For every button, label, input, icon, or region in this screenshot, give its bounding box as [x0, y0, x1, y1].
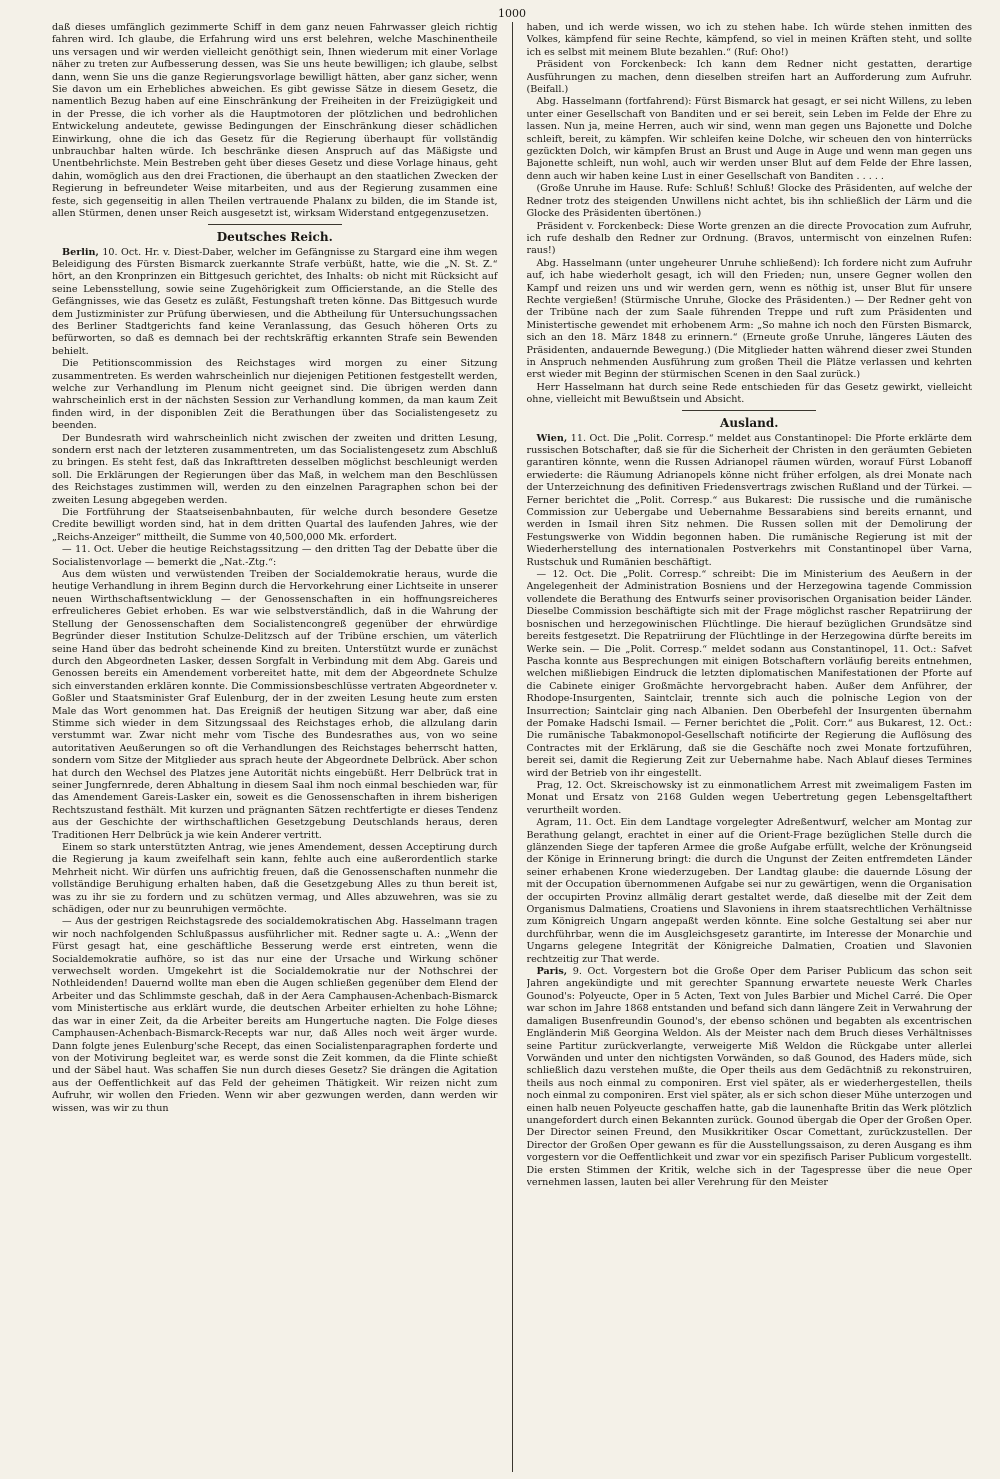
column-rule — [512, 22, 513, 1472]
article-berlin — [52, 247, 498, 359]
article-prag: Prag, 12. Oct. Skreischowsky ist zu einmonatlichem Arrest mit zweimaligem Fasten im Monat und Ersatz von 2168 Gulden wegen Uebertretung gegen Lebensgeltafthert verurtheilt worden. — [526, 779, 972, 816]
dateline-berlin: Berlin, — [62, 246, 99, 258]
paragraph: Die Fortführung der Staatseisenbahnbauten, für welche durch besondere Gesetze Credite bewilligt worden sind, hat in dem dritten Quartal des laufenden Jahres, wie der „Reichs-Anzeiger“ mittheilt, die Summe von 40,500,000 Mk. erfordert. — [52, 507, 498, 543]
paragraph: Die Petitionscommission des Reichstages wird morgen zu einer Sitzung zusammentreten. Es werden wahrscheinlich nur diejenigen Petitionen festgestellt werden, welche zur Verhandlung im Plenum nicht geeignet sind. Die übrigen werden dann wahrscheinlich erst in der nächsten Session zur Verhandlung kommen, da man kaum Zeit finden wird, in der disponiblen Zeit die Berathungen über das Socialistengesetz zu beenden. — [52, 358, 498, 432]
article-wien — [527, 433, 973, 569]
article-agram: Agram, 11. Oct. Ein dem Landtage vorgelegter Adreßentwurf, welcher am Montag zur Berathung gelangt, erachtet in einer auf die Orient-Frage bezüglichen Stelle durch die glänzenden Siege der tapferen Armee die große Aufgabe erfüllt, welche der Krönungseid der Könige in Erinnerung bringt: die durch die Ungunst der Zeiten entfremdeten Länder seiner erhabenen Krone wiederzugeben. Der Landtag glaube: die dauernde Lösung der mit der Occupation übernommenen Aufgabe sei nur zu gewärtigen, wenn die Organisation der occupirten Provinz allmälig derart gestaltet werde, daß dieselbe mit der Zeit dem Organismus Dalmatiens, Croatiens und Slavoniens in ihrem staatsrechtlichen Verhältnisse zum Königreich Ungarn angepaßt werden könnte. Eine solche Gestaltung sei aber nur durchführbar, wenn die im Ausgleichsgesetz garantirte, im Interesse der Monarchie und Ungarns gelegene Integrität der Königreiche Dalmatien, Croatien und Slavonien rechtzeitig zur That werde. — [526, 817, 972, 965]
article-text: 11. Oct. Die „Polit. Corresp.“ meldet aus Constantinopel: Die Pforte erklärte dem russischen Botschafter, daß sie für die Sicherheit der Christen in den geräumten Gebieten garantiren könnte, wenn die Russen Adrianopel räumen würden, worauf Fürst Lobanoff erwiederte: die Räumung Adrianopels könne nicht früher erfolgen, als drei Monate nach der Unterzeichnung des definitiven Friedensvertrags zwischen Rußland und der Türkei. — Ferner berichtet die „Polit. Corresp.“ aus Bukarest: Die russische und die rumänische Commission zur Uebergabe und Uebernahme Bessarabiens sind bereits ernannt, und werden in Ismail ihren Sitz nehmen. Die Russen sollen mit der Demolirung der Festungswerke von Widdin begonnen haben. Die rumänische Regierung ist mit der Wiederherstellung des internationalen Postverkehrs mit Constantinopel über Varna, Rustschuk und Rumänien beschäftigt. — [526, 432, 972, 568]
columns — [52, 22, 972, 1472]
section-heading-deutsches-reich: Deutsches Reich. — [216, 229, 333, 244]
paragraph: Abg. Hasselmann (fortfahrend): Fürst Bismarck hat gesagt, er sei nicht Willens, zu leben unter einer Gesellschaft von Banditen und er sei bereit, sein Leben im Felde der Ehre zu lassen. Nun ja, meine Herren, auch wir sind, wenn man gegen uns Bajonette und Dolche schleift, bereit, zu kämpfen. Wir schleifen keine Dolche, wir scheuen den von hinterrücks gezückten Dolch, wir kämpfen Brust an Brust und Auge in Auge und wenn man gegen uns Bajonette schleift, nun wohl, auch wir werden unser Blut auf dem Felde der Ehre lassen, denn auch wir haben keine Lust in einer Gesellschaft von Banditen . . . . . — [526, 96, 972, 182]
paragraph: — Aus der gestrigen Reichstagsrede des socialdemokratischen Abg. Hasselmann tragen wir noch nachfolgenden Schlußpassus ausführlicher mit. Redner sagte u. A.: „Wenn der Fürst gesagt hat, eine geschäftliche Besserung werde erst eintreten, wenn die Socialdemokratie aufhöre, so ist das nur eine der Ursache und Wirkung schöner verwechselt worden. Umgekehrt ist die Socialdemokratie nur der Nothschrei der Nothleidenden! Dauernd wollte man eben die Augen schließen gegenüber dem Elend der Arbeiter und das Schlimmste geschah, daß in der Aera Camphausen-Achenbach-Bismarck vom Ministertische aus erklärt wurde, die deutschen Arbeiter erhielten zu hohe Löhne; das war in einer Zeit, da die Arbeiter bereits am Hungertuche nagten. Die Folge dieses Camphausen-Achenbach-Bismarck-Recepts war nur, daß Alles noch weit ärger wurde. Dann folgte jenes Eulenburg'sche Recept, das einen Socialistenparagraphen forderte und von der Motivirung begleitet war, es werde sonst die Zeit kommen, da die Flinte schießt und der Säbel haut. Was schaffen Sie nun durch dieses Gesetz? Sie drängen die Agitation aus der Oeffentlichkeit auf das Feld der geheimen Thätigkeit. Wir reizen nicht zum Aufruhr, wir wollen den Frieden. Wenn wir aber gezwungen werden, dann werden wir wissen, was wir zu thun — [52, 916, 498, 1114]
article-text: 10. Oct. Hr. v. Diest-Daber, welcher im Gefängnisse zu Stargard eine ihm wegen Beleidigung des Fürsten Bismarck zuerkannte Strafe verbüßt, hatte, wie die „N. St. Z.“ hört, an den Kronprinzen ein Bittgesuch gerichtet, des Inhalts: ob nicht mit Rücksicht auf seine Lebensstellung, sowie seine Zugehörigkeit zum Officierstande, an die Stelle des Gefängnisses, wie das Gesetz es zuläßt, Festungshaft treten könne. Das Bittgesuch wurde dem Justizminister zur Prüfung überwiesen, und die Abtheilung für Untersuchungssachen des Berliner Stadtgerichts fand keine Veranlassung, das Gesuch höheren Orts zu befürworten, so daß es demnach bei der rechtskräftig erkannten Strafe sein Bewenden behielt. — [52, 246, 498, 357]
divider — [682, 410, 816, 411]
dateline-paris: Paris, — [536, 966, 568, 978]
paragraph: Abg. Hasselmann (unter ungeheurer Unruhe schließend): Ich fordere nicht zum Aufruhr auf, ich habe wiederholt gesagt, ich will den Frieden; nun, unsere Gegner wollen den Kampf und reizen uns und wir werden gern, wenn es nöthig ist, unser Blut für unsere Rechte vergießen! (Stürmische Unruhe, Glocke des Präsidenten.) — Der Redner geht von der Tribüne nach der zum Saale führenden Treppe und ruft zum Präsidenten und Ministertische gewendet mit erhobenem Arm: „So mahne ich noch den Fürsten Bismarck, sich an den 18. März 1848 zu erinnern.“ (Erneute große Unruhe, längeres Läuten des Präsidenten, andauernde Bewegung.) (Die Mitglieder hatten während dieser zwei Stunden in Anspruch nehmenden Ausführung zum großen Theil die Plätze verlassen und kehrten erst wieder mit Beginn der stürmischen Scenen in den Saal zurück.) — [526, 257, 972, 381]
paragraph: Der Bundesrath wird wahrscheinlich nicht zwischen der zweiten und dritten Lesung, sondern erst nach der letzteren zusammentreten, um das Socialistengesetz zum Abschluß zu bringen. Es steht fest, daß das Inkrafttreten desselben möglichst beschleunigt werden soll. Die Erklärungen der Regierungen über das Maß, in welchem man den Beschlüssen des Reichstages zustimmen will, werden zu den einzelnen Paragraphen schon bei der zweiten Lesung abgegeben werden. — [52, 432, 498, 506]
right-column — [527, 22, 973, 1472]
article-paris — [527, 966, 973, 1189]
paragraph: Präsident v. Forckenbeck: Diese Worte grenzen an die directe Provocation zum Aufruhr, ich rufe deshalb den Redner zur Ordnung. (Bravos, untermischt von einzelnen Rufen: raus!) — [526, 220, 972, 257]
paragraph: — 12. Oct. Die „Polit. Corresp.“ schreibt: Die im Ministerium des Aeußern in der Angelegenheit der Administration Bosniens und der Herzegowina tagende Commission vollendete die Berathung des Entwurfs seiner provisorischen Organisation beider Länder. Dieselbe Commission beschäftigte sich mit der Frage möglichst rascher Repatriirung der bosnischen und herzegowinischen Flüchtlinge. Die hierauf bezüglichen Grundsätze sind bereits festgesetzt. Die Repatriirung der Flüchtlinge in der Herzegowina dürfte bereits im Werke sein. — Die „Polit. Corresp.“ meldet sodann aus Constantinopel, 11. Oct.: Safvet Pascha konnte aus Besprechungen mit einigen Botschaftern vorläufig bereits entnehmen, welchen mißliebigen Eindruck die letzten diplomatischen Manifestationen der Pforte auf die Cabinete einiger Großmächte hervorgebracht haben. Außer dem Anführer, der Rhodope-Insurgenten, Saintclair, trennte sich auch die polnische Legion von der Insurrection; Saintclair ging nach Albanien. Den Oberbefehl der Insurgenten übernahm der Pomake Hadschi Ismail. — Ferner berichtet die „Polit. Corr.“ aus Bukarest, 12. Oct.: Die rumänische Tabakmonopol-Gesellschaft notificirte der Regierung die Auflösung des Contractes mit der Erklärung, daß sie die Geschäfte noch zwei Monate fortzuführen, bereit sei, damit die Regierung Zeit zur Uebernahme habe. Nach Ablauf dieses Termines wird der Betrieb von ihr eingestellt. — [526, 569, 972, 779]
dateline-wien: Wien, — [536, 432, 568, 444]
page-number: 1000 — [498, 7, 526, 20]
left-column — [52, 22, 498, 1472]
section-heading-ausland: Ausland. — [720, 415, 779, 430]
paragraph: daß dieses umfänglich gezimmerte Schiff in dem ganz neuen Fahrwasser gleich richtig fahren wird. Ich glaube, die Erfahrung wird uns erst belehren, welche Maschinentheile uns versagen und wir werden vielleicht genöthigt sein, Ihnen wiederum mit einer Vorlage näher zu treten zur Aufbesserung dessen, was Sie uns heute bewilligen; ich glaube, selbst dann, wenn Sie uns die ganze Regierungsvorlage bewilligt hätten, aber ganz sicher, wenn Sie davon um ein Erhebliches abweichen. Es gibt gewisse Sätze in diesem Gesetz, die namentlich Bezug haben auf eine Einschränkung der Freiheiten in der Freizügigkeit und in der Presse, die ich vorher als die Hauptmotoren der plötzlichen und bedrohlichen Entwickelung andeutete, gewisse Bedingungen der Einschränkung dieser schädlichen Einwirkung, ohne die ich das Gesetz für die Regierung überhaupt für vollständig unbrauchbar halten würde. Ich beschränke diesen Anspruch auf das Mäßigste und Unentbehrlichste. Mein Bestreben geht über dieses Gesetz und diese Vorlage hinaus, geht dahin, womöglich aus den drei Fractionen, die überhaupt an den staatlichen Zwecken der Regierung in befreundeter Weise mitarbeiten, und aus der Regierung zusammen eine feste, sich gegenseitig in allen Theilen vertrauende Phalanx zu bilden, die im Stande ist, allen Stürmen, denen unser Reich ausgesetzt ist, wirksam Widerstand entgegenzusetzen. — [52, 22, 498, 220]
paragraph: — 11. Oct. Ueber die heutige Reichstagssitzung — den dritten Tag der Debatte über die Socialistenvorlage — bemerkt die „Nat.-Ztg.“: — [52, 544, 498, 568]
article-text: 9. Oct. Vorgestern bot die Große Oper dem Pariser Publicum das schon seit Jahren angekündigte und mit gerechter Spannung erwartete neueste Werk Charles Gounod's: Polyeucte, Oper in 5 Acten, Text von Jules Barbier und Michel Carré. Die Oper war schon im Jahre 1868 entstanden und befand sich dann längere Zeit in Verwahrung der damaligen Busenfreundin Gounod's, der ebenso schönen und begabten als excentrischen Engländerin Miß Georgina Weldon. Als der Meister nach dem Bruch dieses Verhältnisses seine Partitur zurückverlangte, verweigerte Miß Weldon die Rückgabe unter allerlei Vorwänden und unter den nichtigsten Vorwänden, so daß Gounod, des Haders müde, sich schließlich dazu verstehen mußte, die Oper theils aus dem Gedächtniß zu rekonstruiren, theils aus noch einmal zu componiren. Erst viel später, als er wiederhergestellen, theils noch einmal zu componiren. Erst viel später, als er sich schon dieser Mühe unterzogen und einen halb neuen Polyeucte geschaffen hatte, gab die launenhafte Britin das Werk plötzlich unangefordert durch einen Bekannten zurück. Gounod übergab die Oper der Großen Oper. Der Director seinen Freund, den Musikkritiker Oscar Comettant, zurückzustellen. Der Director der Großen Oper gewann es für die Ausstellungssaison, zu deren Ausgang es ihm vorgestern vor die Oeffentlichkeit und zwar vor ein spezifisch Pariser Publicum vorgestellt. Die ersten Stimmen der Kritik, welche sich in der Tagespresse über die neue Oper vernehmen lassen, lauten bei aller Verehrung für den Meister — [526, 966, 972, 1188]
divider — [208, 224, 342, 225]
paragraph: Herr Hasselmann hat durch seine Rede entschieden für das Gesetz gewirkt, vielleicht ohne, vielleicht mit Bewußtsein und Absicht. — [526, 381, 972, 406]
paragraph: Einem so stark unterstützten Antrag, wie jenes Amendement, dessen Acceptirung durch die Regierung ja kaum zweifelhaft sein kann, fehlte auch eine außerordentlich starke Mehrheit nicht. Wir dürfen uns aufrichtig freuen, daß die Genossenschaften nunmehr die vollständige Beruhigung erhalten haben, daß die Gesetzgebung Alles zu thun bereit ist, was zu ihr sie zu fordern und zu schützen vermag, und Alles abzuwehren, was sie zu schädigen, oder nur zu beunruhigen vermöchte. — [52, 842, 498, 916]
paragraph: Präsident von Forckenbeck: Ich kann dem Redner nicht gestatten, derartige Ausführungen zu machen, denn dieselben streifen hart an Aufforderung zum Aufruhr. (Beifall.) — [526, 59, 972, 96]
paragraph: (Große Unruhe im Hause. Rufe: Schluß! Schluß! Glocke des Präsidenten, auf welche der Redner trotz des steigenden Unwillens nicht achtet, bis ihn schließlich der Lärm und die Glocke des Präsidenten übertönen.) — [526, 183, 972, 220]
paragraph: haben, und ich werde wissen, wo ich zu stehen habe. Ich würde stehen inmitten des Volkes, kämpfend für seine Rechte, kämpfend, so viel in meinen Kräften steht, und sollte ich es selbst mit meinem Blute bezahlen.“ (Ruf: Oho!) — [526, 22, 972, 58]
paragraph: Aus dem wüsten und verwüstenden Treiben der Socialdemokratie heraus, wurde die heutige Verhandlung in ihrem Beginn durch die Hervorkehrung einer Lichtseite in unserer neuen Wirthschaftsentwicklung — der Genossenschaften in ein hoffnungsreicheres erfreulicheres Gebiet erhoben. Es war wie selbstverständlich, daß in die Wahrung der Stellung der Genossenschaften dem Socialistencongreß gegenüber der ehrwürdige Begründer dieser Institution Schulze-Delitzsch auf der Tribüne erschien, um väterlich seine Hand über das bedroht scheinende Kind zu breiten. Unterstützt wurde er zunächst durch den Abgeordneten Lasker, dessen Sorgfalt in Verbindung mit dem Abg. Gareis und Genossen bereits ein Amendement vorbereitet hatte, mit dem der Abgeordnete Schulze sich einverstanden erklären konnte. Die Commissionsbeschlüsse vertraten Abgeordneter v. Goßler und Staatsminister Graf Eulenburg, der in der zweiten Lesung heute zum ersten Male das Wort genommen hat. Das Ereigniß der heutigen Sitzung war aber, daß eine Stimme sich wieder in dem Sitzungssaal des Reichstages erhob, die allzulang darin verstummt war. Zwar nicht mehr vom Tische des Bundesrathes aus, von wo seine autoritativen Aeußerungen so oft die Verhandlungen des Reichstages beherrscht hatten, sondern vom Sitze der Mitglieder aus sprach heute der Abgeordnete Delbrück. Aber schon hat durch den Wechsel des Platzes jene Autorität nichts eingebüßt. Herr Delbrück trat in seiner Jungfernrede, deren Abhaltung in diesem Saal ihm noch einmal beschieden war, für das Amendement Gareis-Lasker ein, soweit es die Genossenschaften in ihrem bisherigen Rechtszustand festhält. Mit kurzen und prägnanten Sätzen rechtfertigte er dieses Tendenz aus der Geschichte der wirthschaftlichen Gesetzgebung Deutschlands heraus, deren Traditionen Herr Delbrück ja wie kein Anderer vertritt. — [52, 569, 498, 841]
